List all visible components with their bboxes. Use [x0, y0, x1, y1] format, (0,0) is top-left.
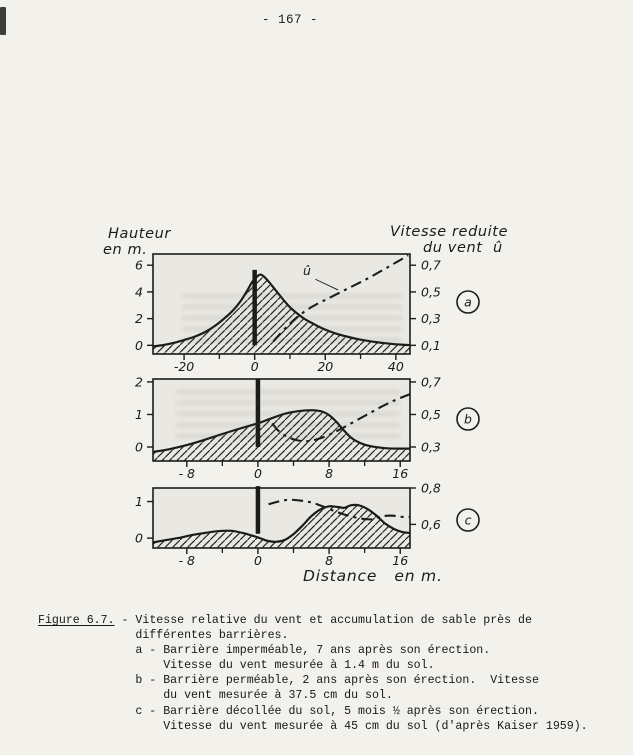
left-axis-title-line2: en m.: [103, 242, 148, 258]
x-tick-label-b: 0: [253, 466, 262, 481]
left-axis-title-line1: Hauteur: [108, 226, 171, 242]
page-number: - 167 -: [261, 13, 318, 27]
x-tick-label-b: - 8: [178, 466, 196, 481]
caption-line: c - Barrière décollée du sol, 5 mois ½ après son érection.: [135, 704, 539, 718]
wind-curve-annotation: û: [302, 262, 311, 278]
height-tick-label-a: 6: [135, 257, 143, 273]
chart-c: [135, 481, 479, 569]
velocity-tick-label-c: 0,8: [421, 480, 441, 496]
caption-line: Figure 6.7. - Vitesse relative du vent et accumulation de sable près de: [38, 614, 532, 627]
velocity-tick-label-b: 0,5: [421, 406, 441, 422]
panel-badge-letter-c: c: [464, 512, 472, 528]
x-tick-label-b: 16: [392, 466, 409, 481]
x-axis-title: Distance en m.: [303, 567, 443, 585]
x-tick-label-b: 8: [325, 466, 334, 481]
height-tick-label-a: 2: [135, 311, 143, 327]
x-tick-label-a: -20: [173, 359, 195, 374]
caption-line: Vitesse du vent mesurée à 45 cm du sol (d'après Kaiser 1959).: [163, 719, 588, 733]
x-tick-label-a: 40: [387, 359, 404, 374]
velocity-tick-label-a: 0,5: [421, 284, 441, 300]
x-tick-label-c: 0: [253, 553, 262, 568]
height-tick-label-a: 0: [135, 337, 143, 353]
right-axis-title-line1: Vitesse reduite: [390, 224, 509, 240]
figure-caption: [38, 613, 588, 734]
caption-line: a - Barrière imperméable, 7 ans après son érection.: [135, 644, 491, 658]
x-tick-label-a: 0: [250, 359, 259, 374]
velocity-tick-label-b: 0,7: [421, 374, 441, 390]
caption-line: du vent mesurée à 37.5 cm du sol.: [163, 689, 393, 703]
panel-badge-letter-a: a: [464, 294, 472, 310]
velocity-tick-label-a: 0,7: [421, 257, 441, 273]
height-tick-label-c: 0: [135, 530, 143, 546]
figure-label: Figure 6.7.: [38, 614, 115, 627]
chart-a: [135, 254, 479, 374]
caption-line: différentes barrières.: [135, 629, 289, 643]
velocity-tick-label-c: 0,6: [421, 516, 441, 532]
chart-panels: [135, 254, 479, 568]
velocity-tick-label-a: 0,3: [421, 311, 441, 327]
height-tick-label-b: 1: [135, 406, 143, 422]
x-tick-label-c: 16: [392, 553, 409, 568]
caption-line: b - Barrière perméable, 2 ans après son érection. Vitesse: [135, 674, 539, 688]
caption-line: Vitesse du vent mesurée à 1.4 m du sol.: [163, 659, 435, 673]
height-tick-label-b: 2: [135, 374, 143, 390]
x-tick-label-c: 8: [325, 553, 334, 568]
velocity-tick-label-a: 0,1: [421, 337, 441, 353]
height-tick-label-c: 1: [135, 494, 143, 510]
x-tick-label-a: 20: [317, 359, 334, 374]
height-tick-label-b: 0: [135, 439, 143, 455]
chart-b: [135, 374, 479, 481]
velocity-tick-label-b: 0,3: [421, 439, 441, 455]
height-tick-label-a: 4: [135, 284, 143, 300]
right-axis-title-line2: du vent û: [423, 240, 503, 256]
panel-badge-letter-b: b: [464, 411, 472, 427]
x-tick-label-c: - 8: [178, 553, 196, 568]
